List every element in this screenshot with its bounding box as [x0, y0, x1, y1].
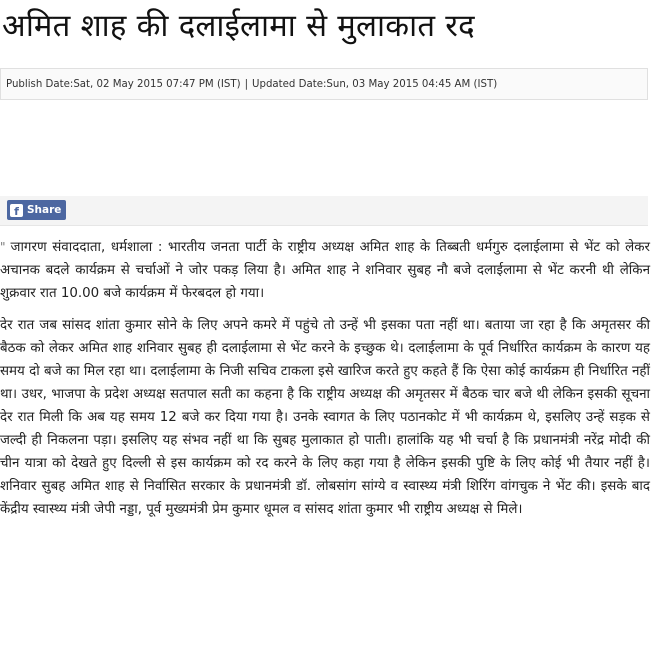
share-label: Share: [27, 204, 62, 216]
facebook-icon: f: [10, 204, 23, 217]
paragraph-text: जागरण संवाददाता, धर्मशाला : भारतीय जनता पार्टी के राष्ट्रीय अध्यक्ष अमित शाह के तिब्बती धर्मगुरु दलाईलामा से भेंट को लेकर अचानक बदले कार्यक्रम से चर्चाओं ने जोर पकड़ लिया है। अमित शाह ने शनिवार सुबह नौ बजे दलाईलामा से भेंट करनी थी लेकिन शुक्रवार रात 10.00 बजे कार्यक्रम में फेरबदल हो गया।: [0, 240, 650, 301]
quote-mark: ": [0, 240, 6, 254]
publish-date: Publish Date:Sat, 02 May 2015 07:47 PM (IST): [6, 78, 241, 90]
updated-date: Updated Date:Sun, 03 May 2015 04:45 AM (IST): [252, 78, 498, 90]
article-paragraph: देर रात जब सांसद शांता कुमार सोने के लिए अपने कमरे में पहुंचे तो उन्हें भी इसका पता नहीं था। बताया जा रहा है कि अमृतसर की बैठक को लेकर अमित शाह शनिवार सुबह ही दलाईलामा से भेंट करने के इच्छुक थे। दलाईलामा के पूर्व निर्धारित कार्यक्रम के कारण यह समय दो बजे का मिल रहा था। दलाईलामा के निजी सचिव टाकला इसे खारिज करते हुए कहते हैं कि ऐसा कोई कार्यक्रम ही निर्धारित नहीं था। उधर, भाजपा के प्रदेश अध्यक्ष सतपाल सती का कहना है कि राष्ट्रीय अध्यक्ष की अमृतसर में बैठक चार बजे थी लेकिन इसकी सूचना देर रात मिली कि अब यह समय 12 बजे कर दिया गया है। उनके स्वागत के लिए पठानकोट में भी कार्यक्रम थे, इसलिए उन्हें सड़क से जल्दी ही निकलना पड़ा। इसलिए यह संभव नहीं था कि सुबह मुलाकात हो पाती। हालांकि यह भी चर्चा है कि प्रधानमंत्री नरेंद्र मोदी की चीन यात्रा को देखते हुए दिल्ली से इस कार्यक्रम को रद करने के लिए कहा गया है लेकिन इसकी पुष्टि के लिए कोई भी तैयार नहीं है। शनिवार सुबह अमित शाह से निर्वासित सरकार के प्रधानमंत्री डॉ. लोबसांग सांग्ये व स्वास्थ्य मंत्री शिरिंग वांगचुक ने भेंट की। इसके बाद केंद्रीय स्वास्थ्य मंत्री जेपी नड्डा, पूर्व मुख्यमंत्री प्रेम कुमार धूमल व सांसद शांता कुमार भी राष्ट्रीय अध्यक्ष से मिले।: [0, 318, 650, 517]
article-dateline: [0, 68, 648, 100]
facebook-share-button[interactable]: [7, 200, 66, 220]
dateline-separator: |: [244, 78, 249, 90]
article-body: [0, 236, 650, 530]
share-bar: [0, 196, 648, 226]
article-title: अमित शाह की दलाईलामा से मुलाकात रद: [2, 8, 475, 44]
article-paragraph: [0, 236, 650, 305]
